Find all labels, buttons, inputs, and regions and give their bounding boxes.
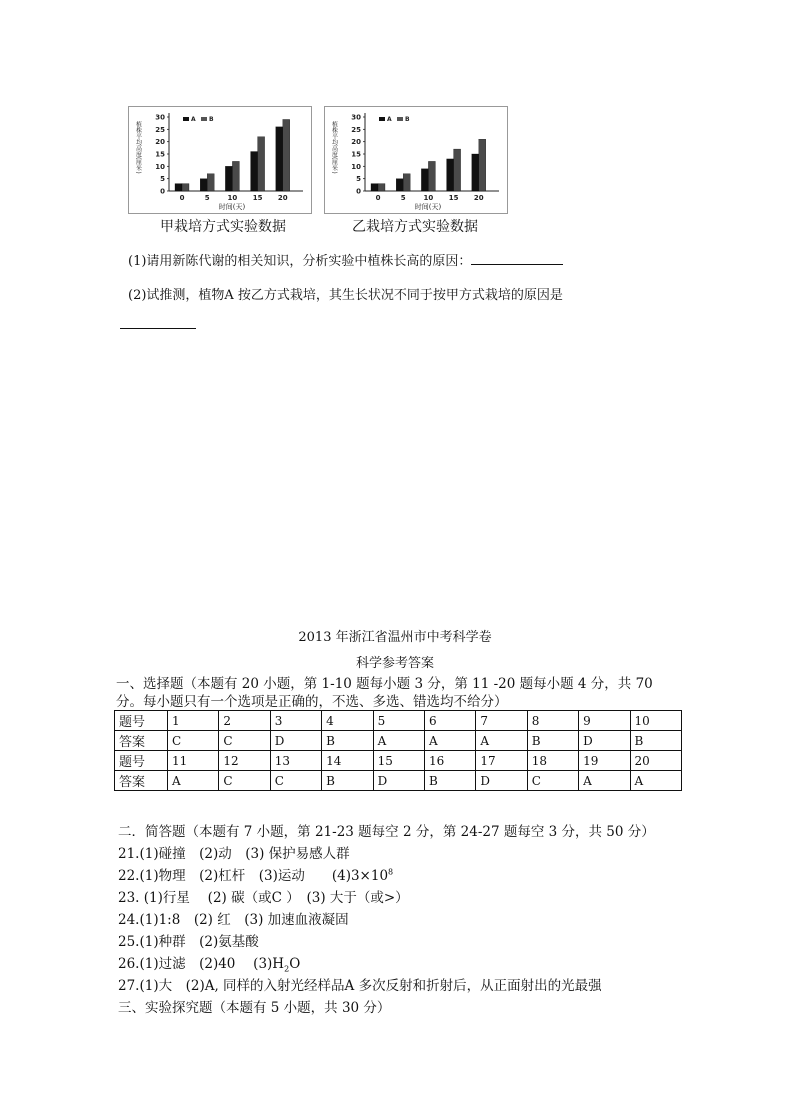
answer-22-text: 22.(1)物理 (2)杠杆 (3)运动 (4)3×10 [118,868,389,884]
table-cell: D [373,771,424,791]
question-2 [128,284,563,303]
answer-key-title: 2013 年浙江省温州市中考科学卷 [298,630,492,645]
bar-B-20 [479,139,486,191]
table-cell: 13 [270,751,321,771]
legend-swatch-A [379,117,385,121]
table-cell: B [527,731,578,751]
y-tick-label: 25 [155,125,165,134]
y-axis-label: 植株平均高度(厘米) [330,121,338,174]
table-cell: C [168,731,219,751]
y-tick-label: 20 [351,138,361,147]
table-cell: 11 [168,751,219,771]
chart-yi [325,107,507,213]
table-cell: 3 [270,711,321,731]
y-tick-label: 15 [351,150,361,159]
question-2-text: (2)试推测，植物A 按乙方式栽培，其生长状况不同于按甲方式栽培的原因是 [128,288,563,303]
table-cell: 17 [476,751,527,771]
answer-26-text: 26.(1)过滤 (2)40 (3)H [118,956,285,972]
x-tick-label: 0 [179,194,185,202]
answer-blank-1[interactable] [471,252,563,265]
legend-swatch-B [397,117,403,121]
table-cell: 8 [527,711,578,731]
table-cell: D [270,731,321,751]
chart-yi-caption: 乙栽培方式实验数据 [352,219,478,235]
bar-A-20 [276,127,283,191]
bar-A-5 [200,179,207,191]
answer-22-exponent: 8 [388,867,394,877]
answer-22 [118,864,393,884]
legend-label-B: B [209,116,214,123]
bar-B-15 [454,149,461,191]
table-cell: 1 [168,711,219,731]
chart-jia-caption: 甲栽培方式实验数据 [160,219,286,235]
legend-label-B: B [405,116,410,123]
bar-A-15 [447,159,454,191]
y-tick-label: 25 [351,125,361,134]
x-tick-label: 15 [448,194,459,202]
table-cell: 9 [579,711,630,731]
table-cell: B [630,731,681,751]
row-label: 答案 [115,731,168,751]
legend-label-A: A [387,116,392,123]
bar-B-5 [403,174,410,191]
section1-heading-line1: 一、选择题（本题有 20 小题，第 1-10 题每小题 3 分，第 11 -20 题每小题 4 分，共 70 [116,676,653,692]
table-row [115,751,682,771]
y-tick-label: 0 [356,187,361,196]
table-cell: 18 [527,751,578,771]
table-cell: 5 [373,711,424,731]
answer-table [114,710,682,791]
legend-swatch-A [183,117,189,121]
question-1 [128,250,563,269]
table-cell: C [219,731,270,751]
bar-B-15 [258,137,265,191]
table-cell: A [424,731,475,751]
bar-A-20 [472,154,479,191]
x-tick-label: 15 [252,194,263,202]
y-tick-label: 5 [356,175,361,184]
table-row [115,711,682,731]
bar-A-10 [225,166,232,191]
table-cell: A [630,771,681,791]
y-tick-label: 30 [351,113,361,122]
bar-A-10 [421,169,428,191]
table-cell: 14 [322,751,373,771]
answer-21: 21.(1)碰撞 (2)动 (3) 保护易感人群 [118,846,350,862]
x-tick-label: 10 [227,194,238,202]
table-cell: A [373,731,424,751]
x-tick-label: 5 [204,194,210,202]
table-cell: 12 [219,751,270,771]
bar-B-20 [283,119,290,191]
table-cell: 6 [424,711,475,731]
table-cell: 4 [322,711,373,731]
x-axis-label: 时间(天) [414,203,442,211]
row-label: 答案 [115,771,168,791]
table-cell: 7 [476,711,527,731]
answer-26-subscript: 2 [284,964,290,974]
x-tick-label: 0 [375,194,381,202]
y-tick-label: 10 [155,162,165,171]
row-label: 题号 [115,711,168,731]
x-axis-label: 时间(天) [218,203,246,211]
bar-B-5 [207,174,214,191]
bar-B-0 [182,184,189,191]
table-cell: 10 [630,711,681,731]
table-cell: B [322,771,373,791]
table-cell: 16 [424,751,475,771]
answer-27: 27.(1)大 (2)A, 同样的入射光经样品A 多次反射和折射后，从正面射出的光最强 [118,978,602,994]
y-tick-label: 5 [160,175,165,184]
x-tick-label: 10 [423,194,434,202]
y-tick-label: 15 [155,150,165,159]
answer-blank-2-line [120,316,196,333]
chart-jia [129,107,311,213]
table-cell: D [579,731,630,751]
table-cell: B [424,771,475,791]
y-tick-label: 30 [155,113,165,122]
table-row [115,731,682,751]
table-cell: C [219,771,270,791]
bar-A-5 [396,179,403,191]
answer-blank-2[interactable] [120,316,196,329]
answer-23: 23. (1)行星 (2) 碳（或C ） (3) 大于（或>） [118,890,409,906]
answer-26-tail: O [289,956,301,972]
answer-key-subtitle: 科学参考答案 [355,656,434,671]
y-tick-label: 0 [160,187,165,196]
table-cell: B [322,731,373,751]
section2-heading: 二．简答题（本题有 7 小题，第 21-23 题每空 2 分，第 24-27 题每空 3 分，共 50 分） [118,824,655,840]
table-cell: A [476,731,527,751]
y-tick-label: 20 [155,138,165,147]
x-tick-label: 5 [400,194,406,202]
table-cell: 2 [219,711,270,731]
table-cell: D [476,771,527,791]
bar-A-0 [371,184,378,191]
bar-B-0 [378,184,385,191]
table-cell: 15 [373,751,424,771]
table-cell: 19 [579,751,630,771]
answer-24: 24.(1)1:8 (2) 红 (3) 加速血液凝固 [118,912,349,928]
answer-25: 25.(1)种群 (2)氨基酸 [118,934,259,950]
question-1-text: (1)请用新陈代谢的相关知识，分析实验中植株长高的原因： [128,254,472,269]
bar-B-10 [428,161,435,191]
table-cell: A [579,771,630,791]
table-cell: A [168,771,219,791]
x-tick-label: 20 [473,194,484,202]
table-cell: C [270,771,321,791]
section3-heading: 三、实验探究题（本题有 5 小题，共 30 分） [118,1000,391,1016]
bar-A-0 [175,184,182,191]
table-row [115,771,682,791]
row-label: 题号 [115,751,168,771]
bar-B-10 [232,161,239,191]
bar-A-15 [251,152,258,191]
y-axis-label: 植株平均高度(厘米) [134,121,142,174]
table-cell: C [527,771,578,791]
table-cell: 20 [630,751,681,771]
section1-heading-line2: 分。每小题只有一个选项是正确的，不选、多选、错选均不给分） [116,694,508,710]
answer-26 [118,952,300,974]
chart-jia-frame [128,106,312,214]
legend-swatch-B [201,117,207,121]
legend-label-A: A [191,116,196,123]
chart-yi-frame [324,106,508,214]
y-tick-label: 10 [351,162,361,171]
x-tick-label: 20 [277,194,288,202]
